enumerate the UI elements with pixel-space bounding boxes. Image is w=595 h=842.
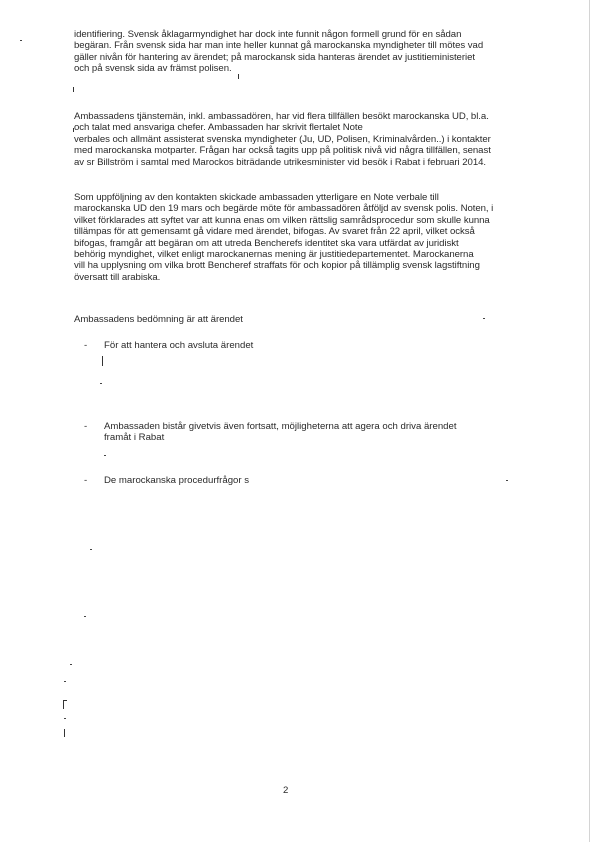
redaction-artifact (102, 356, 103, 366)
scan-speck (20, 40, 22, 41)
scan-speck (84, 616, 86, 617)
scan-edge-shadow (589, 0, 590, 842)
redaction-artifact (73, 87, 74, 92)
redaction-artifact (73, 128, 74, 132)
paragraph-identification: identifiering. Svensk åklagarmyndighet har dock inte funnit någon formell grund för en sådan begäran. Från svensk sida har man inte heller kunnat gå marockanska myndigheter till mötes vad gäller nivån för hantering av ärendet; på marockansk sida hanteras ärendet av justitieministeriet och på svensk sida av främst polisen. (74, 29, 484, 75)
scan-bracket (63, 700, 64, 709)
scan-speck (64, 718, 66, 719)
bullet-dash: - (84, 421, 88, 432)
scan-speck (104, 455, 106, 456)
scan-speck (100, 383, 102, 384)
page-number: 2 (283, 785, 289, 796)
paragraph-embassy-contacts: Ambassadens tjänstemän, inkl. ambassadören, har vid flera tillfällen besökt marockanska UD, bl.a. och talat med ansvariga chefer. Ambassaden har skrivit flertalet Note verbales och allmänt assisterat svenska myndigheter (Ju, UD, Polisen, Kriminalvården..) i kontakter med marockanska motparter. Frågan har också tagits upp på politisk nivå vid några tillfällen, senast av sr Billström i samtal med Marockos biträdande utrikesminister vid besök i Rabat i februari 2014. (74, 111, 491, 168)
bullet-dash: - (84, 340, 88, 351)
bullet-dash: - (84, 475, 88, 486)
scan-speck (483, 318, 485, 319)
scan-speck (90, 549, 92, 550)
paragraph-follow-up: Som uppföljning av den kontakten skickade ambassaden ytterligare en Note verbale till marockanska UD den 19 mars och begärde möte för ambassadören åtföljd av svensk polis. Noten, i vilket förklarades att syftet var att kunna enas om vilken rättslig samrådsprocedur som skulle kunna tillämpas för att gemensamt gå vidare med ärendet, bifogas. Av svaret från 22 april, vilket också bifogas, framgår att begäran om att utreda Bencherefs identitet ska vara utfärdat av juridiskt behörig myndighet, vilket enligt marockanernas mening är justitiedepartementet. Marockanerna vill ha upplysning om vilka brott Bencheref straffats för och kopior på tillämplig svensk lagstiftning översatt till arabiska. (74, 192, 494, 283)
bullet-text: Ambassaden bistår givetvis även fortsatt, möjligheterna att agera och driva ärendet framåt i Rabat (104, 421, 457, 444)
scan-speck (70, 664, 72, 665)
scan-speck (64, 681, 66, 682)
paragraph-assessment: Ambassadens bedömning är att ärendet (74, 314, 243, 325)
bullet-text: De marockanska procedurfrågor s (104, 475, 250, 486)
bullet-text: För att hantera och avsluta ärendet (104, 340, 254, 351)
scan-speck (506, 480, 508, 481)
redaction-artifact (238, 74, 239, 79)
scan-bracket (64, 729, 65, 737)
